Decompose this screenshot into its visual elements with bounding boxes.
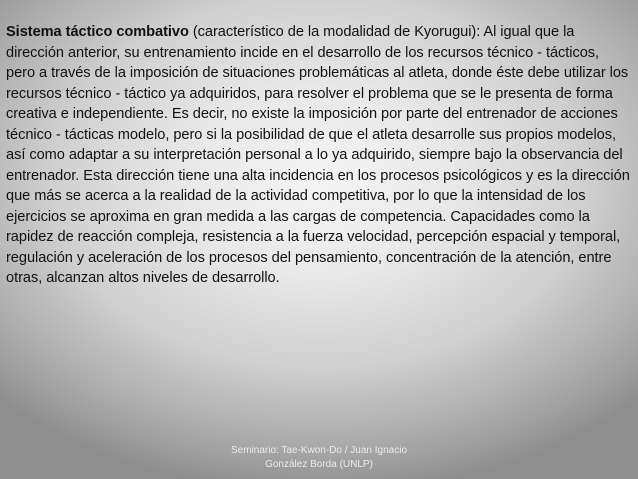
slide-footer (219, 444, 419, 472)
body-paragraph (6, 22, 632, 289)
lead-heading: Sistema táctico combativo (6, 24, 189, 40)
body-text: (característico de la modalidad de Kyorugui): Al igual que la dirección anterior, su entrenamiento incide en el desarrollo de los recursos técnico - tácticos, pero a través de la imposición de situaciones problemáticas al atleta, donde éste debe utilizar los recursos técnico - táctico ya adquiridos, para resolver el problema que se le presenta de forma creativa e independiente. Es decir, no existe la imposición por parte del entrenador de acciones técnico - tácticas modelo, pero si la posibilidad de que el atleta desarrolle sus propios modelos, así como adaptar a su interpretación personal a lo ya adquirido, siempre bajo la observancia del entrenador. Esta dirección tiene una alta incidencia en los procesos psicológicos y es la dirección que más se acerca a la realidad de la actividad competitiva, por lo que la intensidad de los ejercicios se aproxima en gran medida a las cargas de competencia. Capacidades como la rapidez de reacción compleja, resistencia a la fuerza velocidad, percepción espacial y temporal, regulación y aceleración de los procesos del pensamiento, concentración de la atención, entre otras, alcanzan altos niveles de desarrollo. (6, 24, 630, 286)
footer-line-2: González Borda (UNLP) (265, 459, 373, 470)
footer-line-1: Seminario: Tae-Kwon-Do / Juan Ignacio (230, 445, 408, 456)
